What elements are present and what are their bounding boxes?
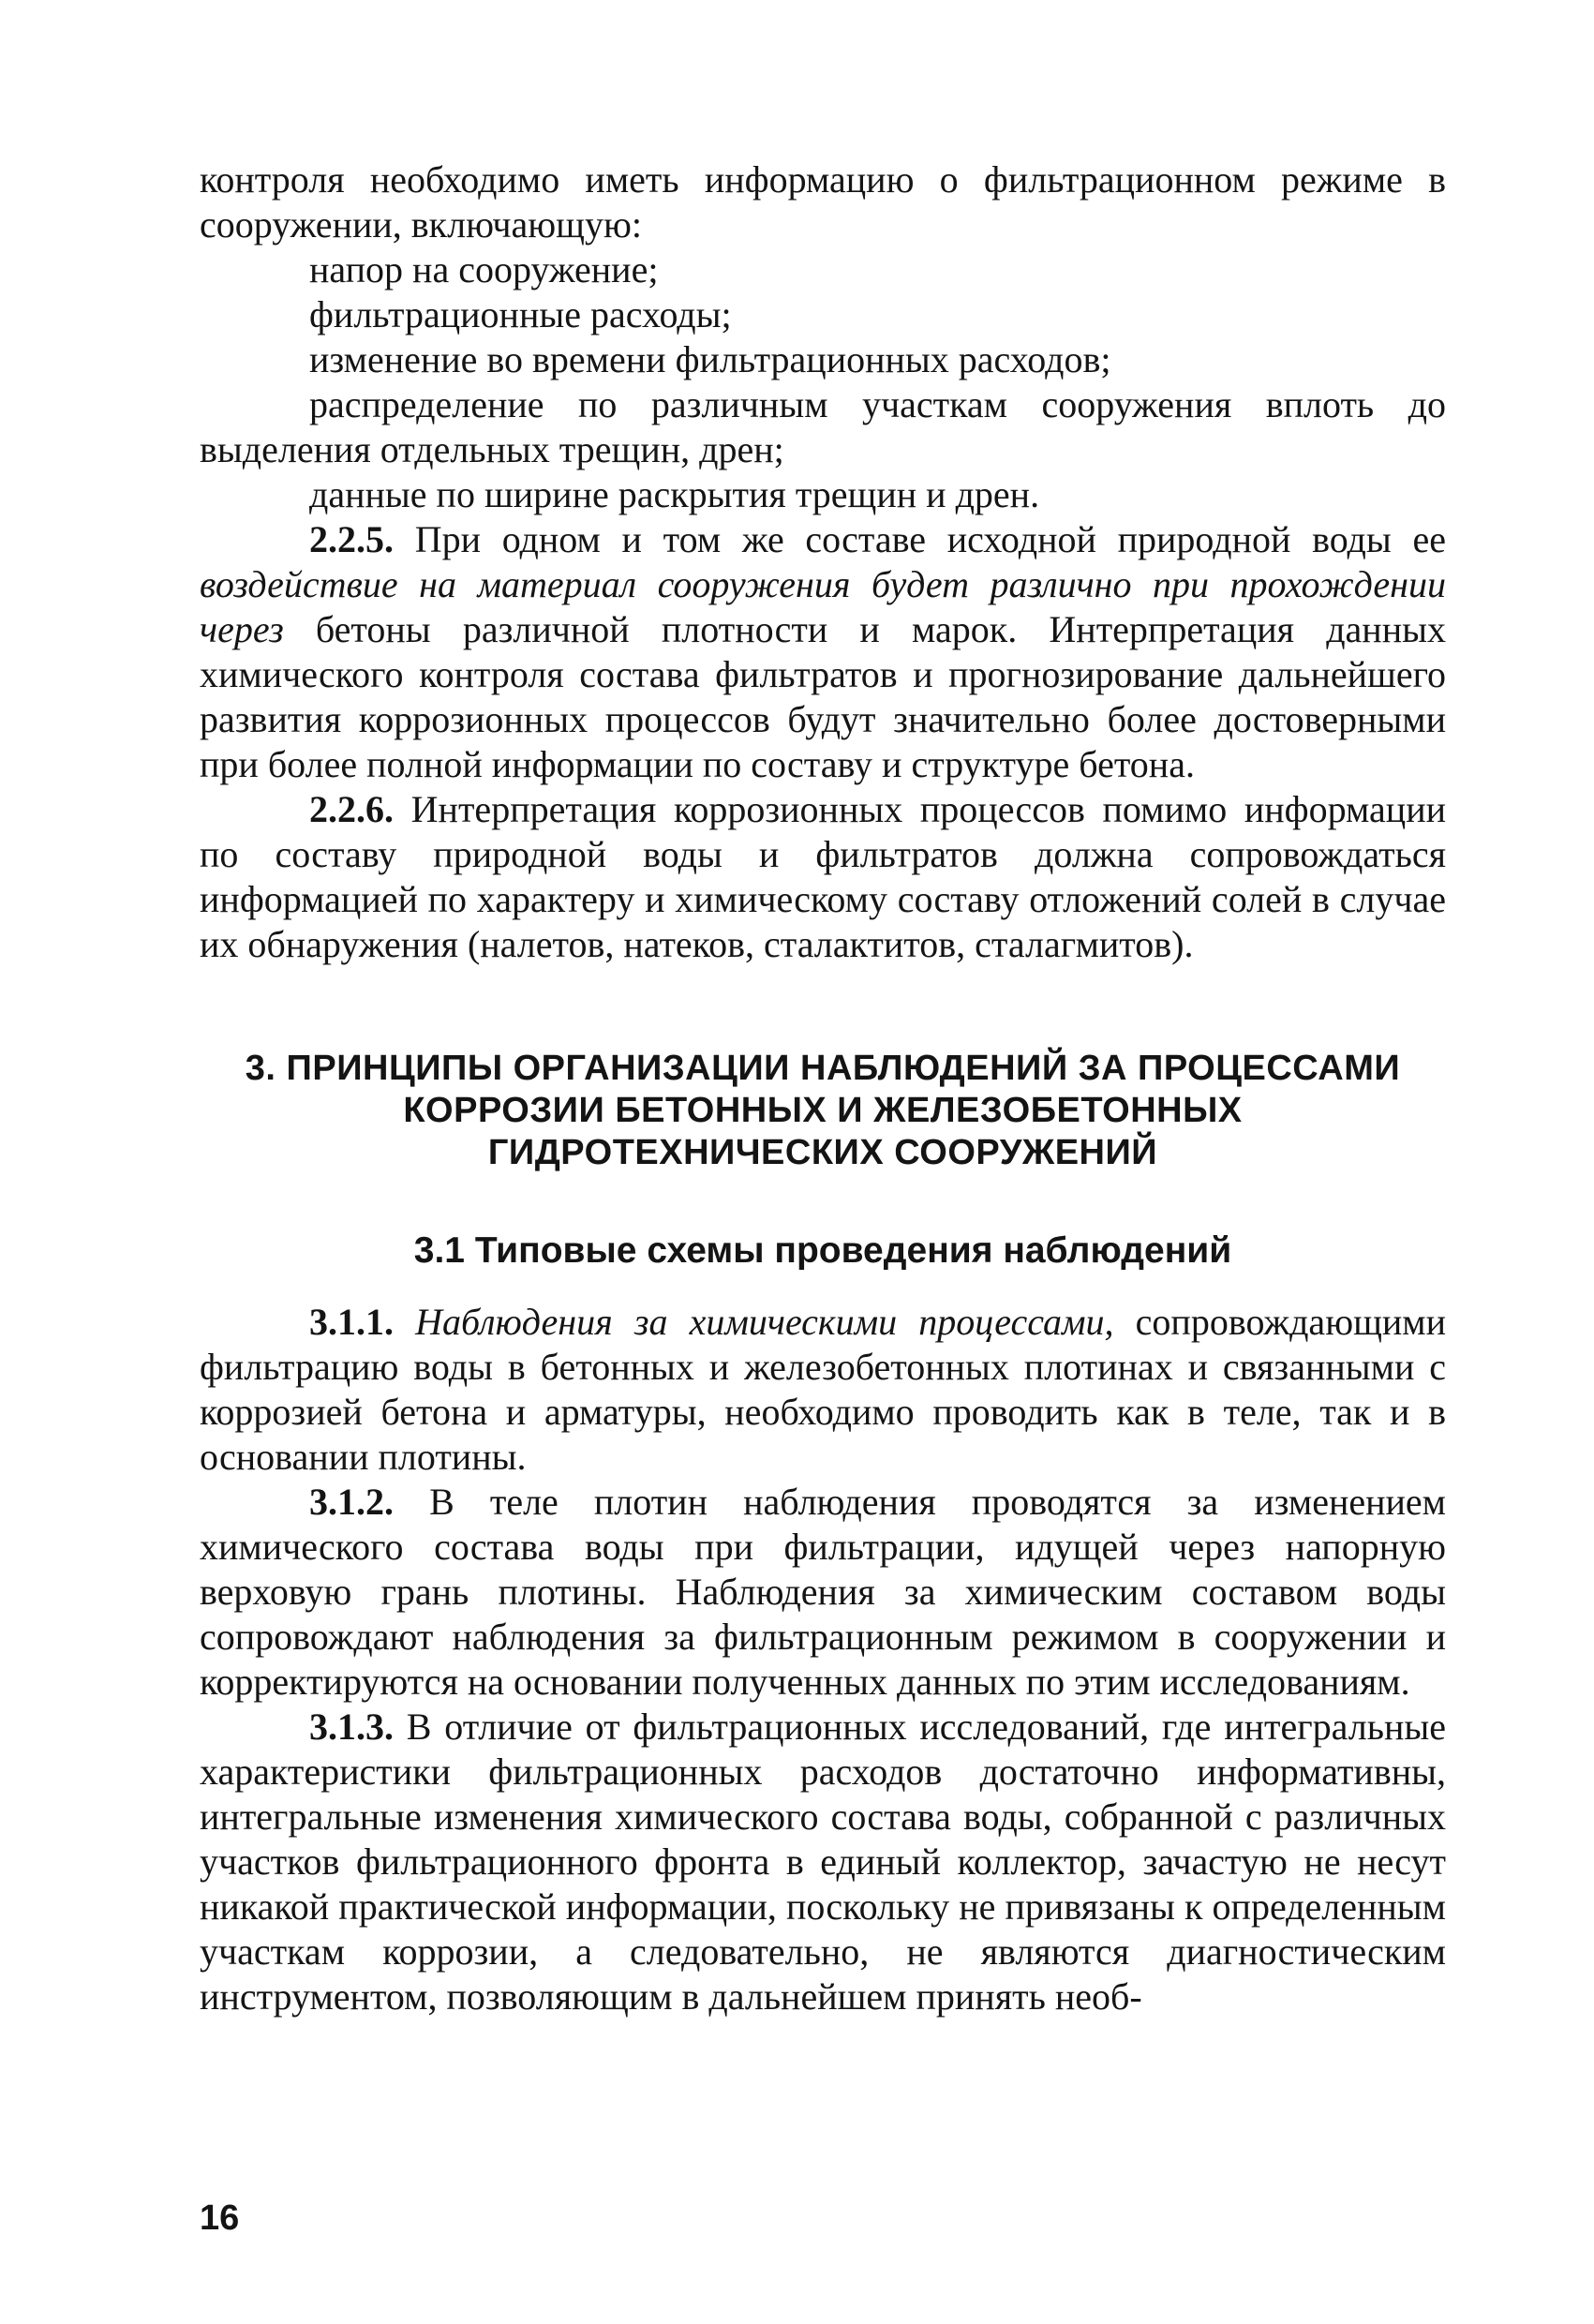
list-item-crack-width: данные по ширине раскрытия трещин и дрен. bbox=[309, 473, 1040, 515]
paragraph-italic-fragment: воздействие на материал сооружения будет различно при прохождении через bbox=[200, 563, 1446, 650]
list-item-head: напор на сооружение; bbox=[309, 248, 659, 290]
paragraph-2-2-5 bbox=[200, 517, 1446, 787]
paragraph-3-1-3 bbox=[200, 1705, 1446, 2019]
chapter-heading bbox=[200, 1048, 1446, 1174]
paragraph-italic-fragment: Наблюдения за химическими процессами, bbox=[394, 1301, 1114, 1343]
section-heading: 3.1 Типовые схемы проведения наблюдений bbox=[413, 1230, 1232, 1271]
paragraph-number: 3.1.3. bbox=[309, 1706, 394, 1748]
paragraph-3-1-1 bbox=[200, 1300, 1446, 1480]
paragraph-number: 2.2.5. bbox=[309, 518, 394, 560]
list-item-flow-change: изменение во времени фильтрационных расходов; bbox=[309, 338, 1111, 380]
paragraph-number: 3.1.1. bbox=[309, 1301, 394, 1343]
paragraph-text: сопровождающими фильтрацию воды в бетонных и железобетонных плотинах и связанными с коррозией бетона и арматуры, необходимо проводить как в теле, так и в основании плотины. bbox=[200, 1301, 1446, 1478]
page-number: 16 bbox=[200, 2198, 240, 2238]
paragraph-text: В отличие от фильтрационных исследований, где интегральные характеристики фильтрационных расходов достаточно информативны, интегральные изменения химического состава воды, собранной с различных участков фильтрационного фронта в единый коллектор, зачастую не несут никакой практической информации, поскольку не привязаны к определенным участкам коррозии, а следовательно, не являются диагностическим инструментом, позволяющим в дальнейшем принять необ- bbox=[200, 1706, 1446, 2018]
paragraph-text: бетоны различной плотности и марок. Интерпретация данных химического контроля состава фильтратов и прогнозирование дальнейшего развития коррозионных процессов будут значительно более достоверными при более полной информации по составу и структуре бетона. bbox=[200, 608, 1446, 785]
page-body bbox=[200, 157, 1446, 2019]
list-item-distribution: распределение по различным участкам сооружения вплоть до выделения отдельных трещин, дрен; bbox=[200, 383, 1446, 470]
paragraph-number: 2.2.6. bbox=[309, 788, 394, 830]
paragraph-3-1-2 bbox=[200, 1480, 1446, 1705]
paragraph-text: Интерпретация коррозионных процессов помимо информации по составу природной воды и фильтратов должна сопровождаться информацией по характеру и химическому составу отложений солей в случае их обнаружения (налетов, натеков, сталактитов, сталагмитов). bbox=[200, 788, 1446, 965]
intro-paragraph: контроля необходимо иметь информацию о фильтрационном режиме в сооружении, включающую: bbox=[200, 158, 1446, 246]
paragraph-text: В теле плотин наблюдения проводятся за изменением химического состава воды при фильтрации, идущей через напорную верховую грань плотины. Наблюдения за химическим составом воды сопровождают наблюдения за фильтрационным режимом в сооружении и корректируются на основании полученных данных по этим исследованиям. bbox=[200, 1481, 1446, 1703]
chapter-heading-line: ГИДРОТЕХНИЧЕСКИХ СООРУЖЕНИЙ bbox=[487, 1133, 1158, 1172]
paragraph-lead: При одном и том же составе исходной природной воды ее bbox=[394, 518, 1446, 560]
paragraph-number: 3.1.2. bbox=[309, 1481, 394, 1523]
list-item-filtration-flow: фильтрационные расходы; bbox=[309, 293, 732, 335]
chapter-heading-line: 3. ПРИНЦИПЫ ОРГАНИЗАЦИИ НАБЛЮДЕНИЙ ЗА ПРОЦЕССАМИ bbox=[245, 1049, 1401, 1088]
chapter-heading-line: КОРРОЗИИ БЕТОННЫХ И ЖЕЛЕЗОБЕТОННЫХ bbox=[403, 1091, 1243, 1130]
paragraph-2-2-6 bbox=[200, 787, 1446, 967]
